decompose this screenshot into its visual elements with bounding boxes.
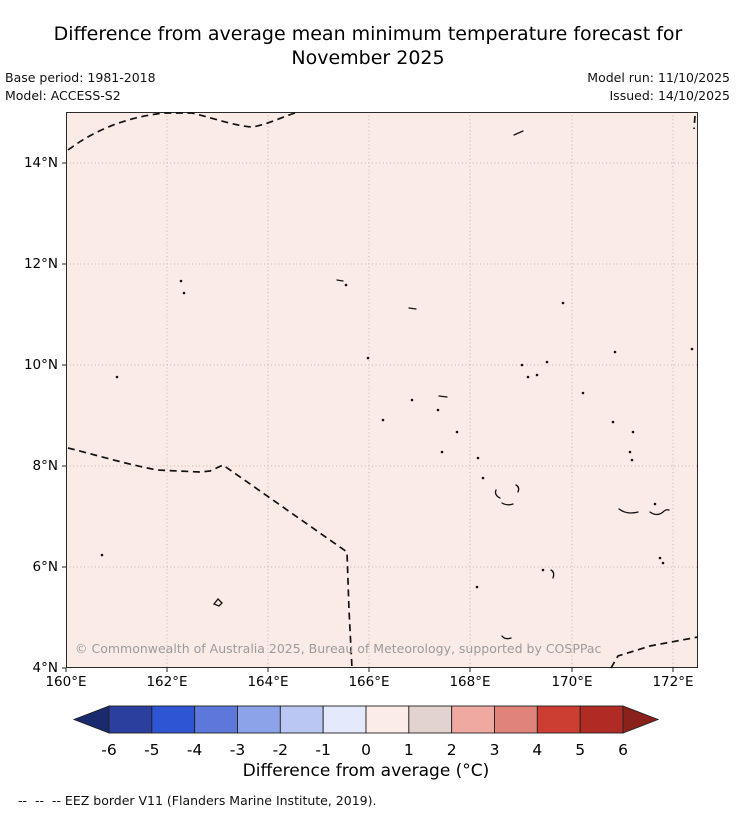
colorbar-tick-label: 3	[489, 741, 500, 759]
y-axis-labels	[0, 112, 58, 676]
colorbar-segment	[366, 706, 409, 733]
island-mark	[183, 292, 186, 295]
colorbar-segment	[195, 706, 238, 733]
island-outline	[496, 490, 501, 498]
island-mark	[662, 562, 665, 565]
x-tick-label: 160°E	[45, 674, 87, 690]
colorbar-tick-label: 5	[575, 741, 586, 759]
eez-border-line	[611, 637, 698, 668]
colorbar	[60, 698, 676, 762]
island-mark	[367, 357, 370, 360]
island-mark	[411, 399, 414, 402]
model-text: Model: ACCESS-S2	[5, 87, 121, 103]
colorbar-segment	[280, 706, 323, 733]
header-left	[5, 69, 156, 104]
island-outline	[514, 131, 523, 135]
island-outline	[502, 503, 513, 505]
eez-border-line	[68, 448, 352, 668]
colorbar-segment	[109, 706, 152, 733]
x-tick-label: 170°E	[551, 674, 593, 690]
colorbar-over-arrow	[623, 706, 658, 733]
colorbar-under-arrow	[74, 706, 109, 733]
colorbar-segment	[323, 706, 366, 733]
y-tick-label: 10°N	[23, 357, 58, 373]
colorbar-tick-label: -6	[101, 741, 117, 759]
island-mark	[629, 451, 632, 454]
island-mark	[527, 376, 530, 379]
island-mark	[536, 374, 539, 377]
island-mark	[180, 280, 183, 283]
island-outline	[337, 280, 343, 281]
island-mark	[437, 409, 440, 412]
page-title-line1: Difference from average mean minimum temperature forecast for	[53, 23, 683, 45]
x-tick-label: 166°E	[348, 674, 390, 690]
island-mark	[345, 284, 348, 287]
island-outline	[516, 485, 519, 492]
island-outline	[502, 636, 511, 639]
y-tick-label: 6°N	[32, 559, 58, 575]
island-mark	[101, 554, 104, 557]
island-mark	[614, 351, 617, 354]
island-mark	[382, 419, 385, 422]
colorbar-tick-label: 4	[532, 741, 543, 759]
island-outline	[214, 599, 222, 606]
island-mark	[441, 451, 444, 454]
colorbar-segment	[409, 706, 452, 733]
island-mark	[542, 569, 545, 572]
colorbar-segment	[452, 706, 495, 733]
island-mark	[476, 586, 479, 589]
island-mark	[659, 557, 662, 560]
x-tick-label: 168°E	[449, 674, 491, 690]
island-mark	[482, 477, 485, 480]
colorbar-tick-label: -3	[229, 741, 246, 759]
island-outline	[619, 509, 638, 513]
x-tick-label: 164°E	[247, 674, 289, 690]
island-mark	[612, 421, 615, 424]
island-mark	[631, 459, 634, 462]
x-tick-label: 172°E	[652, 674, 694, 690]
island-mark	[116, 376, 119, 379]
model-run-text: Model run: 11/10/2025	[587, 70, 730, 85]
page-title	[0, 22, 736, 70]
y-tick-label: 12°N	[23, 256, 58, 272]
colorbar-tick-label: -2	[272, 741, 289, 759]
colorbar-tick-label: -4	[186, 741, 203, 759]
colorbar-segment	[238, 706, 281, 733]
colorbar-segment	[152, 706, 195, 733]
y-tick-label: 8°N	[32, 458, 58, 474]
colorbar-segment	[495, 706, 538, 733]
base-period-text: Base period: 1981-2018	[5, 70, 156, 85]
x-tick-label: 162°E	[146, 674, 188, 690]
island-mark	[562, 302, 565, 305]
island-mark	[456, 431, 459, 434]
island-mark	[477, 457, 480, 460]
island-mark	[691, 348, 694, 351]
eez-border-line	[68, 112, 298, 150]
island-outline	[551, 570, 554, 578]
colorbar-tick-label: -5	[144, 741, 160, 759]
colorbar-segment	[537, 706, 580, 733]
eez-legend-footnote: -- -- -- EEZ border V11 (Flanders Marine Institute, 2019).	[18, 793, 377, 808]
colorbar-tick-label: 0	[361, 741, 371, 759]
x-axis-labels	[45, 674, 698, 694]
island-outline	[650, 510, 669, 515]
map-canvas	[66, 112, 698, 668]
island-outline	[439, 396, 447, 397]
island-mark	[654, 503, 657, 506]
colorbar-axis-label: Difference from average (°C)	[242, 761, 490, 781]
island-mark	[521, 364, 524, 367]
map-plot-area	[66, 112, 698, 668]
island-mark	[632, 431, 635, 434]
island-outline	[409, 308, 416, 309]
copyright-text: © Commonwealth of Australia 2025, Bureau of Meteorology, supported by COSPPac	[75, 641, 602, 656]
eez-border-line	[694, 116, 695, 129]
y-tick-label: 14°N	[23, 155, 58, 171]
colorbar-tick-label: 6	[618, 741, 628, 759]
colorbar-tick-label: 2	[446, 741, 457, 759]
issued-text: Issued: 14/10/2025	[609, 87, 730, 103]
colorbar-tick-label: 1	[403, 741, 414, 759]
island-mark	[582, 392, 585, 395]
colorbar-tick-label: -1	[315, 741, 331, 759]
header-right	[587, 69, 730, 104]
island-mark	[546, 361, 549, 364]
page-title-line2: November 2025	[291, 47, 445, 69]
y-tick-label: 4°N	[32, 660, 58, 676]
colorbar-segment	[580, 706, 623, 733]
